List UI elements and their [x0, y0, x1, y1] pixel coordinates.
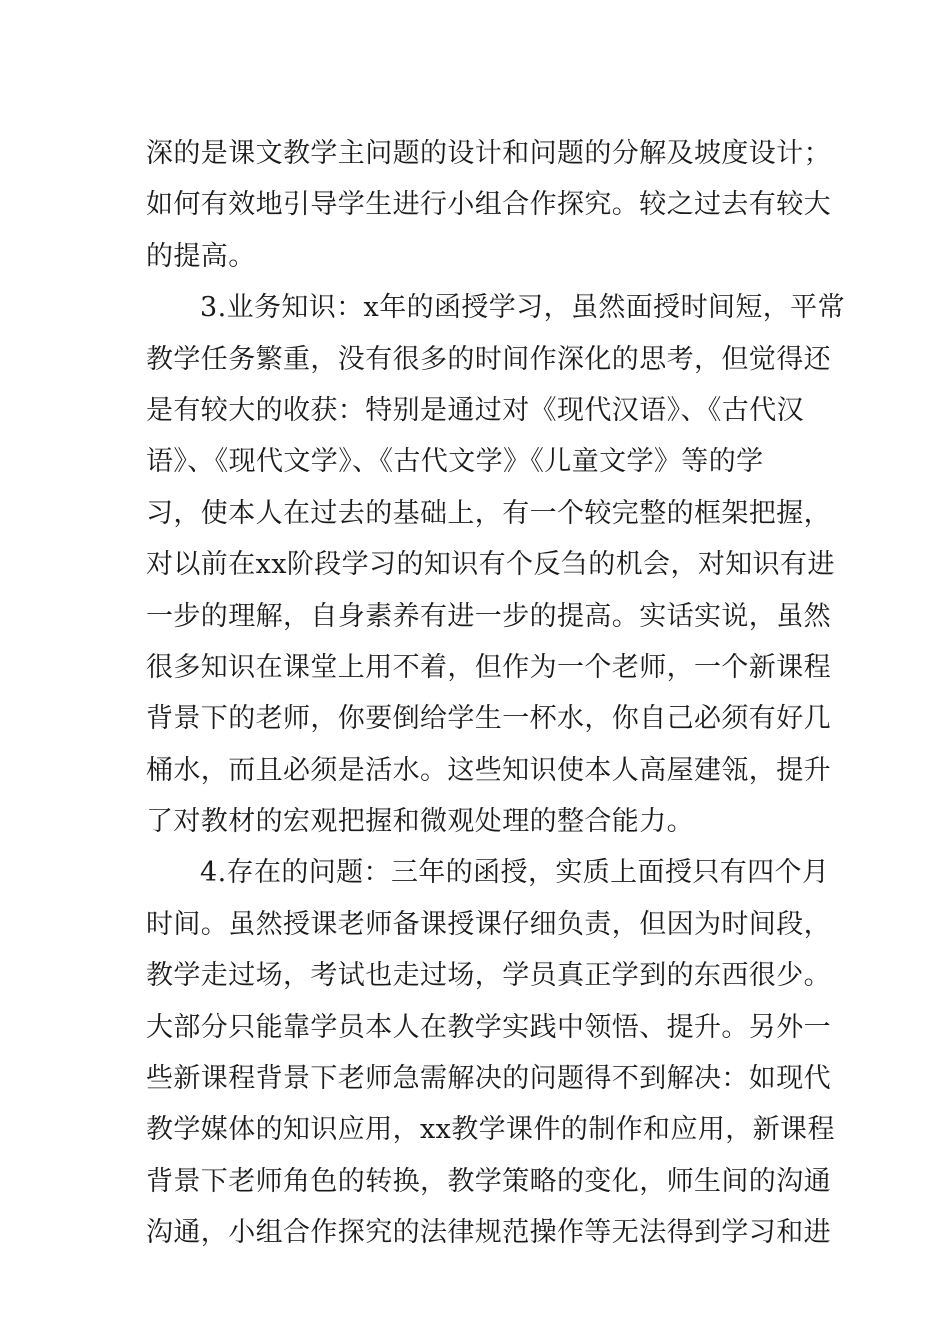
text-line: 4.存在的问题：三年的函授，实质上面授只有四个月 [200, 857, 830, 889]
text-line: 语》、《现代文学》、《古代文学》《儿童文学》等的学 [146, 446, 764, 478]
text-line: 对以前在xx阶段学习的知识有个反刍的机会，对知识有进 [146, 549, 835, 581]
text-line: 很多知识在课堂上用不着，但作为一个老师，一个新课程 [146, 651, 831, 683]
text-line: 教学媒体的知识应用，xx教学课件的制作和应用，新课程 [146, 1114, 835, 1146]
text-line: 习，使本人在过去的基础上，有一个较完整的框架把握， [146, 497, 831, 529]
text-line: 深的是课文教学主问题的设计和问题的分解及坡度设计； [146, 138, 831, 169]
text-line: 如何有效地引导学生进行小组合作探究。较之过去有较大 [146, 189, 831, 221]
paragraph-business-knowledge [146, 282, 845, 847]
text-line: 一步的理解，自身素养有进一步的提高。实话实说，虽然 [146, 600, 831, 632]
text-line: 些新课程背景下老师急需解决的问题得不到解决：如现代 [146, 1063, 831, 1095]
document-body [146, 128, 845, 1259]
text-line: 了对教材的宏观把握和微观处理的整合能力。 [146, 806, 694, 838]
paragraph-problems [146, 847, 835, 1258]
text-line: 教学走过场，考试也走过场，学员真正学到的东西很少。 [146, 960, 831, 992]
text-line: 是有较大的收获：特别是通过对《现代汉语》、《古代汉 [146, 394, 804, 426]
text-line: 时间。虽然授课老师备课授课仔细负责，但因为时间段， [146, 908, 831, 940]
text-line: 大部分只能靠学员本人在教学实践中领悟、提升。另外一 [146, 1011, 831, 1043]
text-line: 背景下的老师，你要倒给学生一杯水，你自己必须有好几 [146, 703, 831, 735]
paragraph-continuation [146, 128, 831, 282]
text-line: 桶水，而且必须是活水。这些知识使本人高屋建瓴，提升 [146, 754, 831, 786]
text-line: 背景下老师角色的转换，教学策略的变化，师生间的沟通 [146, 1165, 831, 1197]
text-line: 沟通，小组合作探究的法律规范操作等无法得到学习和进 [146, 1217, 831, 1249]
text-line: 教学任务繁重，没有很多的时间作深化的思考，但觉得还 [146, 343, 831, 375]
text-line: 3.业务知识：x年的函授学习，虽然面授时间短，平常 [200, 292, 845, 324]
text-line: 的提高。 [146, 240, 256, 272]
